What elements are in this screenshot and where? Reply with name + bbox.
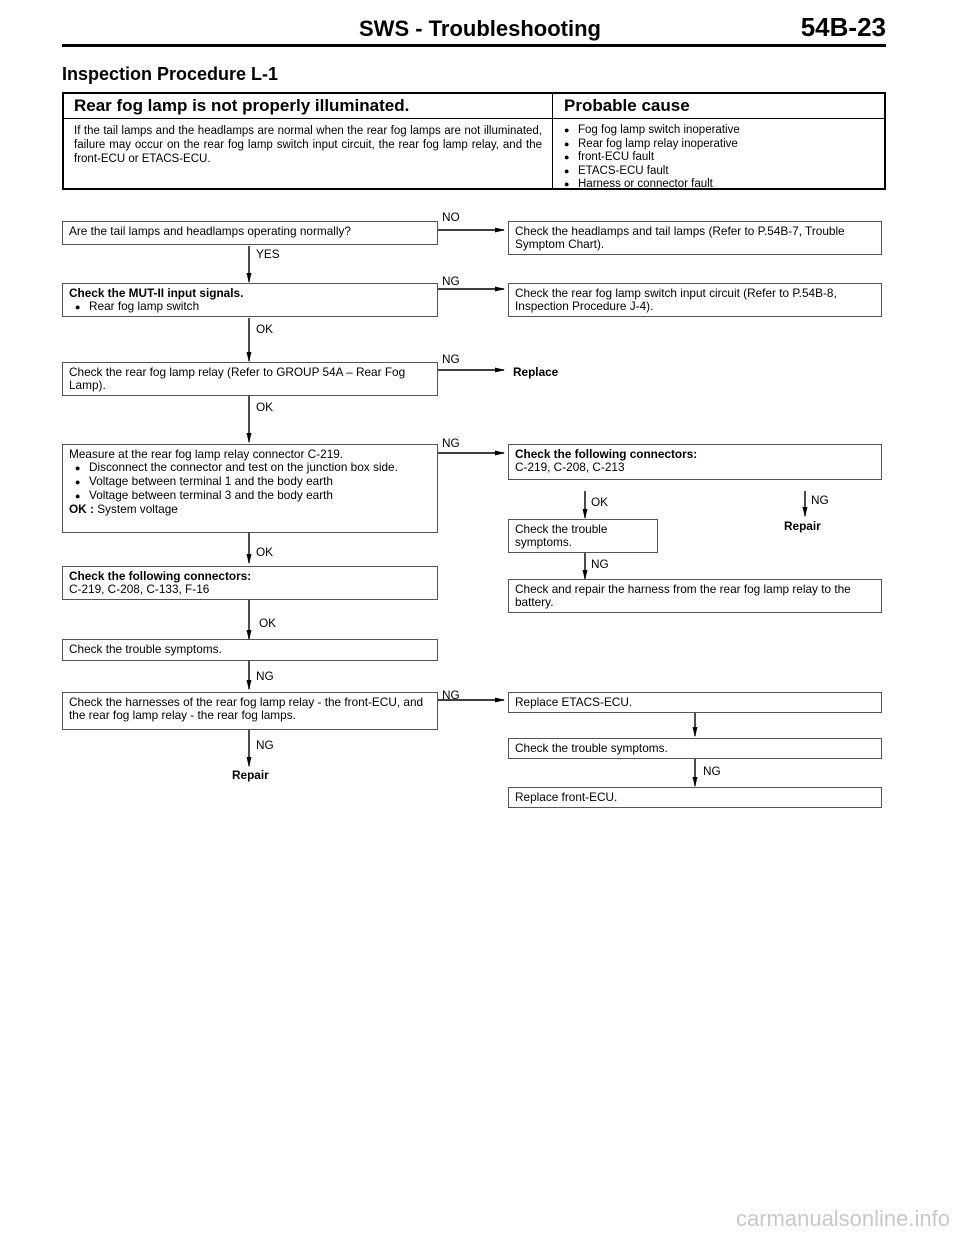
result-headlamps-text: Check the headlamps and tail lamps (Refer to P.54B-7, Trouble Symptom Chart). — [515, 224, 845, 251]
harness-battery — [508, 579, 882, 613]
step-measure-item: ● Voltage between terminal 1 and the body earth — [69, 475, 431, 489]
label-ng-3: NG — [442, 436, 460, 450]
label-ok-3: OK — [256, 545, 274, 559]
step-measure-text: Measure at the rear fog lamp relay connector C-219. — [69, 447, 344, 461]
step-lamps-normal — [62, 221, 438, 245]
step-measure — [62, 444, 438, 533]
symptom-heading: Rear fog lamp is not properly illuminated. — [74, 96, 410, 115]
label-ok-1: OK — [256, 322, 274, 336]
result-switch-circuit — [508, 283, 882, 317]
step-measure-ok-value: System voltage — [97, 502, 178, 516]
step-harness-check-text: Check the harnesses of the rear fog lamp relay - the front-ECU, and the rear fog lamp relay - the rear fog lamps. — [69, 695, 424, 722]
step-measure-item: ● Voltage between terminal 3 and the body earth — [69, 489, 431, 503]
step-relay-check — [62, 362, 438, 396]
replace-etacs-text: Replace ETACS-ECU. — [515, 695, 633, 709]
result-repair-main: Repair — [232, 768, 269, 782]
result-replace: Replace — [513, 365, 559, 379]
label-ng-1: NG — [442, 274, 460, 288]
label-ok-4: OK — [259, 616, 277, 630]
step-trouble-main-text: Check the trouble symptoms. — [69, 642, 222, 656]
cause-item: ● Fog fog lamp switch inoperative — [564, 124, 740, 138]
step-connectors-main-list: C-219, C-208, C-133, F-16 — [69, 582, 210, 596]
step-connectors-main-title: Check the following connectors: — [69, 569, 252, 583]
label-conn-ng: NG — [811, 493, 829, 507]
step-harness-check — [62, 692, 438, 730]
result-connectors — [508, 444, 882, 480]
result-connectors-list: C-219, C-208, C-213 — [515, 460, 625, 474]
step-relay-check-text: Check the rear fog lamp relay (Refer to GROUP 54A – Rear Fog Lamp). — [69, 365, 406, 392]
step-connectors-main — [62, 566, 438, 600]
result-connectors-title: Check the following connectors: — [515, 447, 698, 461]
step-lamps-normal-text: Are the tail lamps and headlamps operating normally? — [69, 224, 351, 238]
trouble-small — [508, 519, 658, 553]
label-yes: YES — [256, 247, 280, 261]
section-title: Inspection Procedure L-1 — [62, 64, 279, 84]
symptom-description: If the tail lamps and the headlamps are normal when the rear fog lamps are not illuminated, failure may occur on the rear fog lamp switch input circuit, the rear fog lamp relay, and the front-ECU or ETACS-ECU. — [74, 125, 542, 165]
trouble-right-text: Check the trouble symptoms. — [515, 741, 668, 755]
page-header-title: SWS - Troubleshooting — [359, 16, 601, 41]
label-ng-2: NG — [442, 352, 460, 366]
step-mut-ii-item: ● Rear fog lamp switch — [69, 300, 431, 314]
step-measure-ok-label: OK : — [69, 502, 94, 516]
step-mut-ii-title: Check the MUT-II input signals. — [69, 286, 244, 300]
trouble-right — [508, 738, 882, 759]
label-ng-5: NG — [256, 669, 274, 683]
result-switch-circuit-text: Check the rear fog lamp switch input circuit (Refer to P.54B-8, Inspection Procedure J-4). — [515, 286, 837, 313]
label-no: NO — [442, 210, 460, 224]
cause-item: ● Harness or connector fault — [564, 178, 740, 192]
label-ok-2: OK — [256, 400, 274, 414]
label-trouble-small-ng: NG — [591, 557, 609, 571]
harness-battery-text: Check and repair the harness from the rear fog lamp relay to the battery. — [515, 582, 851, 609]
label-trouble-right-ng: NG — [703, 764, 721, 778]
step-trouble-main — [62, 639, 438, 661]
replace-etacs — [508, 692, 882, 713]
step-measure-item: ● Disconnect the connector and test on the junction box side. — [69, 461, 431, 475]
label-ng-6: NG — [256, 738, 274, 752]
replace-front-text: Replace front-ECU. — [515, 790, 618, 804]
replace-front — [508, 787, 882, 808]
label-conn-ok: OK — [591, 495, 609, 509]
cause-heading: Probable cause — [564, 96, 690, 115]
cause-item: ● Rear fog lamp relay inoperative — [564, 138, 740, 152]
trouble-small-text: Check the trouble symptoms. — [515, 522, 608, 549]
result-repair-conn: Repair — [784, 519, 821, 533]
label-ng-4: NG — [442, 688, 460, 702]
page-number: 54B-23 — [800, 12, 886, 42]
step-mut-ii — [62, 283, 438, 317]
cause-item: ● front-ECU fault — [564, 151, 740, 165]
result-headlamps — [508, 221, 882, 255]
cause-item: ● ETACS-ECU fault — [564, 165, 740, 179]
watermark: carmanualsonline.info — [735, 1206, 950, 1231]
